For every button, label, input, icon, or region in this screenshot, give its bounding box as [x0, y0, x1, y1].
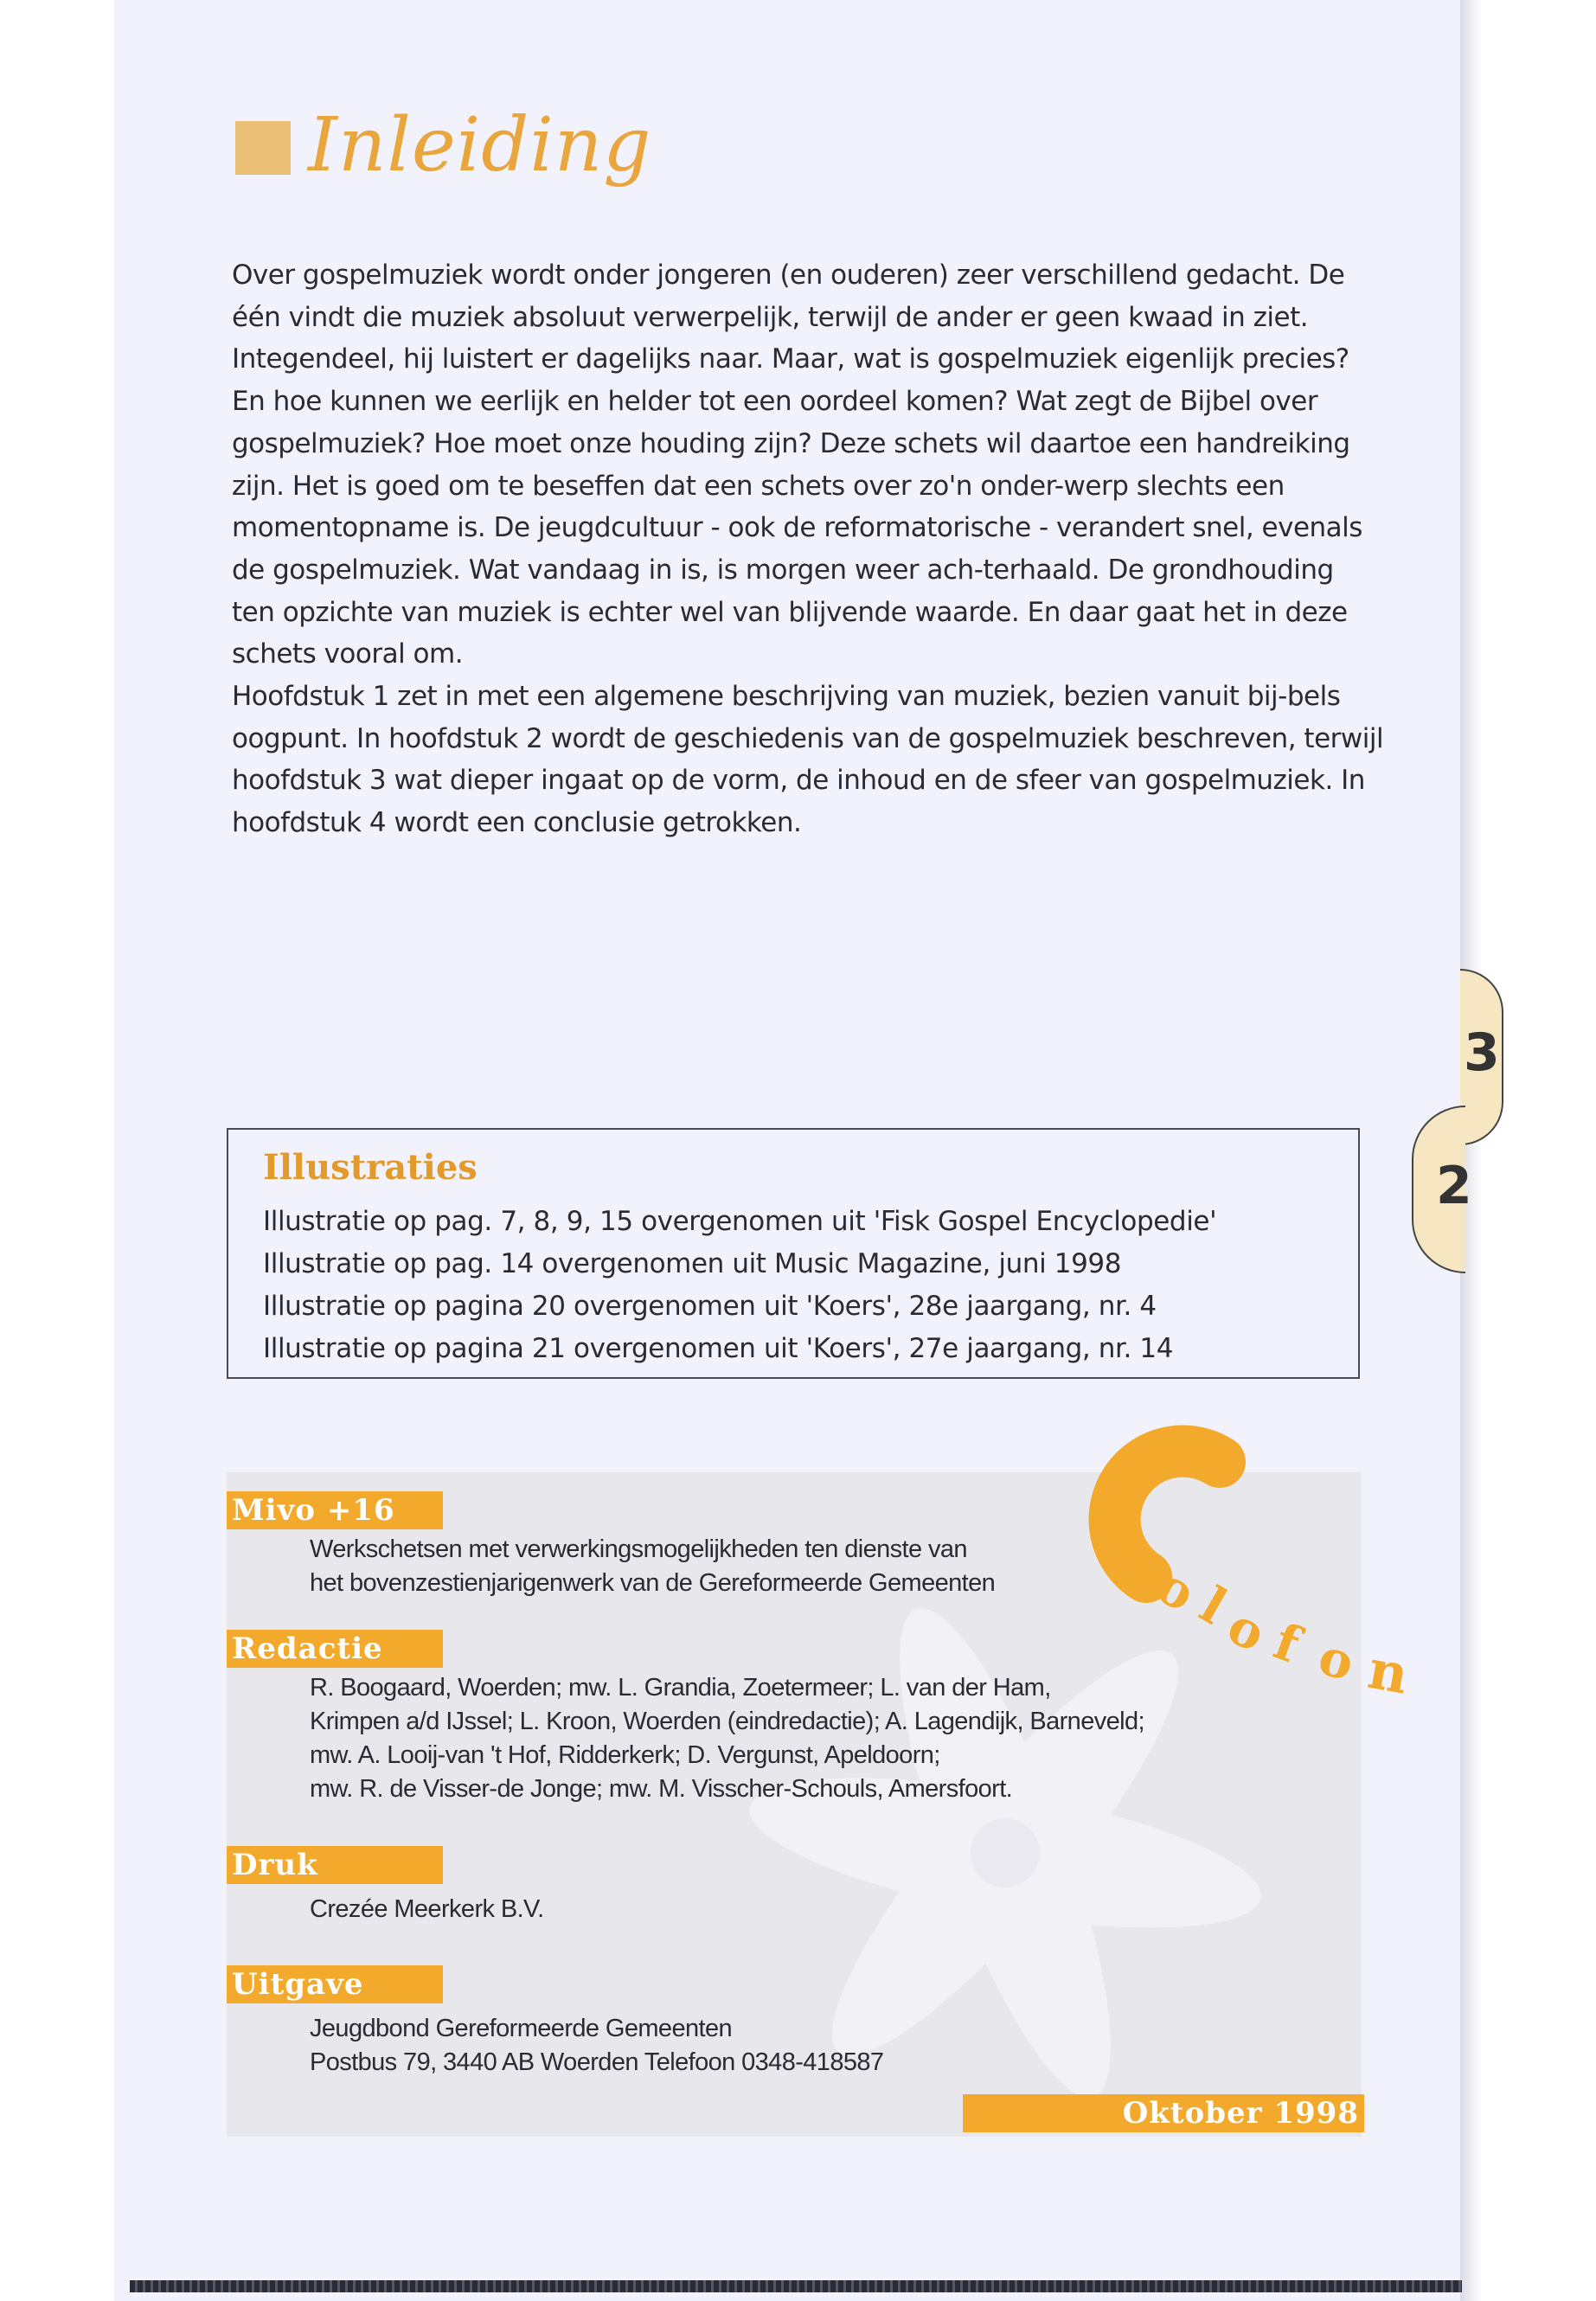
colofon-letter: f [1266, 1612, 1307, 1675]
chapter-tab-lower[interactable] [1412, 1106, 1472, 1273]
illustraties-box [227, 1128, 1360, 1379]
colofon-heading [1060, 1400, 1484, 1728]
colofon-letter: o [1219, 1596, 1274, 1664]
label-uitgave: Uitgave [227, 1965, 443, 2003]
title-square-icon [235, 121, 291, 175]
redactie-line: R. Boogaard, Woerden; mw. L. Grandia, Zoetermeer; L. van der Ham, [310, 1674, 1051, 1702]
mivo-line: Werkschetsen met verwerkingsmogelijkheden ten dienste van [310, 1535, 967, 1563]
label-mivo: Mivo +16 [227, 1491, 443, 1529]
chapter-tab-lower-number: 2 [1436, 1156, 1472, 1216]
date-bar: Oktober 1998 [963, 2094, 1364, 2132]
chapter-tab-upper[interactable] [1460, 969, 1503, 1145]
illustraties-title: Illustraties [263, 1147, 478, 1188]
uitgave-text [310, 2012, 883, 2080]
intro-paragraph-2: Hoofdstuk 1 zet in met een algemene beschrijving van muziek, bezien vanuit bij-bels oogpunt. In hoofdstuk 2 wordt de geschiedenis van de gospelmuziek beschreven, terwijl hoofdstuk 3 wat dieper ingaat op de vorm, de inhoud en de sfeer van gospelmuziek. In hoofdstuk 4 wordt een conclusie getrokken. [232, 681, 1384, 839]
label-druk: Druk [227, 1846, 443, 1884]
colofon-letter: o [1312, 1626, 1361, 1693]
label-redactie: Redactie [227, 1630, 443, 1668]
colofon-letter: l [1190, 1575, 1237, 1637]
colofon-letter: o [1147, 1555, 1205, 1624]
druk-text [310, 1893, 544, 1926]
illustratie-line: Illustratie op pag. 14 overgenomen uit Music Magazine, juni 1998 [263, 1248, 1122, 1279]
intro-paragraph-1: Over gospelmuziek wordt onder jongeren (en ouderen) zeer verschillend gedacht. De één vindt die muziek absoluut verwerpelijk, terwijl de ander er geen kwaad in ziet. Integendeel, hij luistert er dagelijks naar. Maar, wat is gospelmuziek eigenlijk precies? En hoe kunnen we eerlijk en helder tot een oordeel komen? Wat zegt de Bijbel over gospelmuziek? Hoe moet onze houding zijn? Deze schets wil daartoe een handreiking zijn. Het is goed om te beseffen dat een schets over zo'n onder-werp slechts een momentopname is. De jeugdcultuur - ook de reformatorische - verandert snel, evenals de gospelmuziek. Wat vandaag in is, is morgen weer ach-terhaald. De grondhouding ten opzichte van muziek is echter wel van blijvende waarde. En daar gaat het in deze schets vooral om. [232, 260, 1362, 670]
uitgave-line: Postbus 79, 3440 AB Woerden Telefoon 0348-418587 [310, 2048, 884, 2076]
redactie-text [310, 1671, 1144, 1806]
illustratie-line: Illustratie op pagina 20 overgenomen uit 'Koers', 28e jaargang, nr. 4 [263, 1291, 1157, 1322]
mivo-text [310, 1533, 995, 1600]
redactie-line: Krimpen a/d IJssel; L. Kroon, Woerden (eindredactie); A. Lagendijk, Barneveld; [310, 1708, 1145, 1735]
redactie-line: mw. A. Looij-van 't Hof, Ridderkerk; D. Vergunst, Apeldoorn; [310, 1741, 940, 1769]
redactie-line: mw. R. de Visser-de Jonge; mw. M. Visscher-Schouls, Amersfoort. [310, 1775, 1013, 1803]
illustraties-list [263, 1201, 1216, 1370]
mivo-line: het bovenzestienjarigenwerk van de Gereformeerde Gemeenten [310, 1569, 996, 1597]
colofon-letter: n [1363, 1637, 1413, 1707]
intro-text [232, 254, 1384, 844]
druk-line: Crezée Meerkerk B.V. [310, 1895, 544, 1923]
illustratie-line: Illustratie op pagina 21 overgenomen uit 'Koers', 27e jaargang, nr. 14 [263, 1333, 1174, 1364]
illustratie-line: Illustratie op pag. 7, 8, 9, 15 overgenomen uit 'Fisk Gospel Encyclopedie' [263, 1206, 1217, 1237]
page-title: Inleiding [308, 102, 652, 189]
colofon-letter-c [1115, 1452, 1220, 1577]
chapter-tab-upper-number: 3 [1464, 1022, 1500, 1083]
scan-edge-strip [130, 2280, 1462, 2292]
uitgave-line: Jeugdbond Gereformeerde Gemeenten [310, 2015, 733, 2042]
